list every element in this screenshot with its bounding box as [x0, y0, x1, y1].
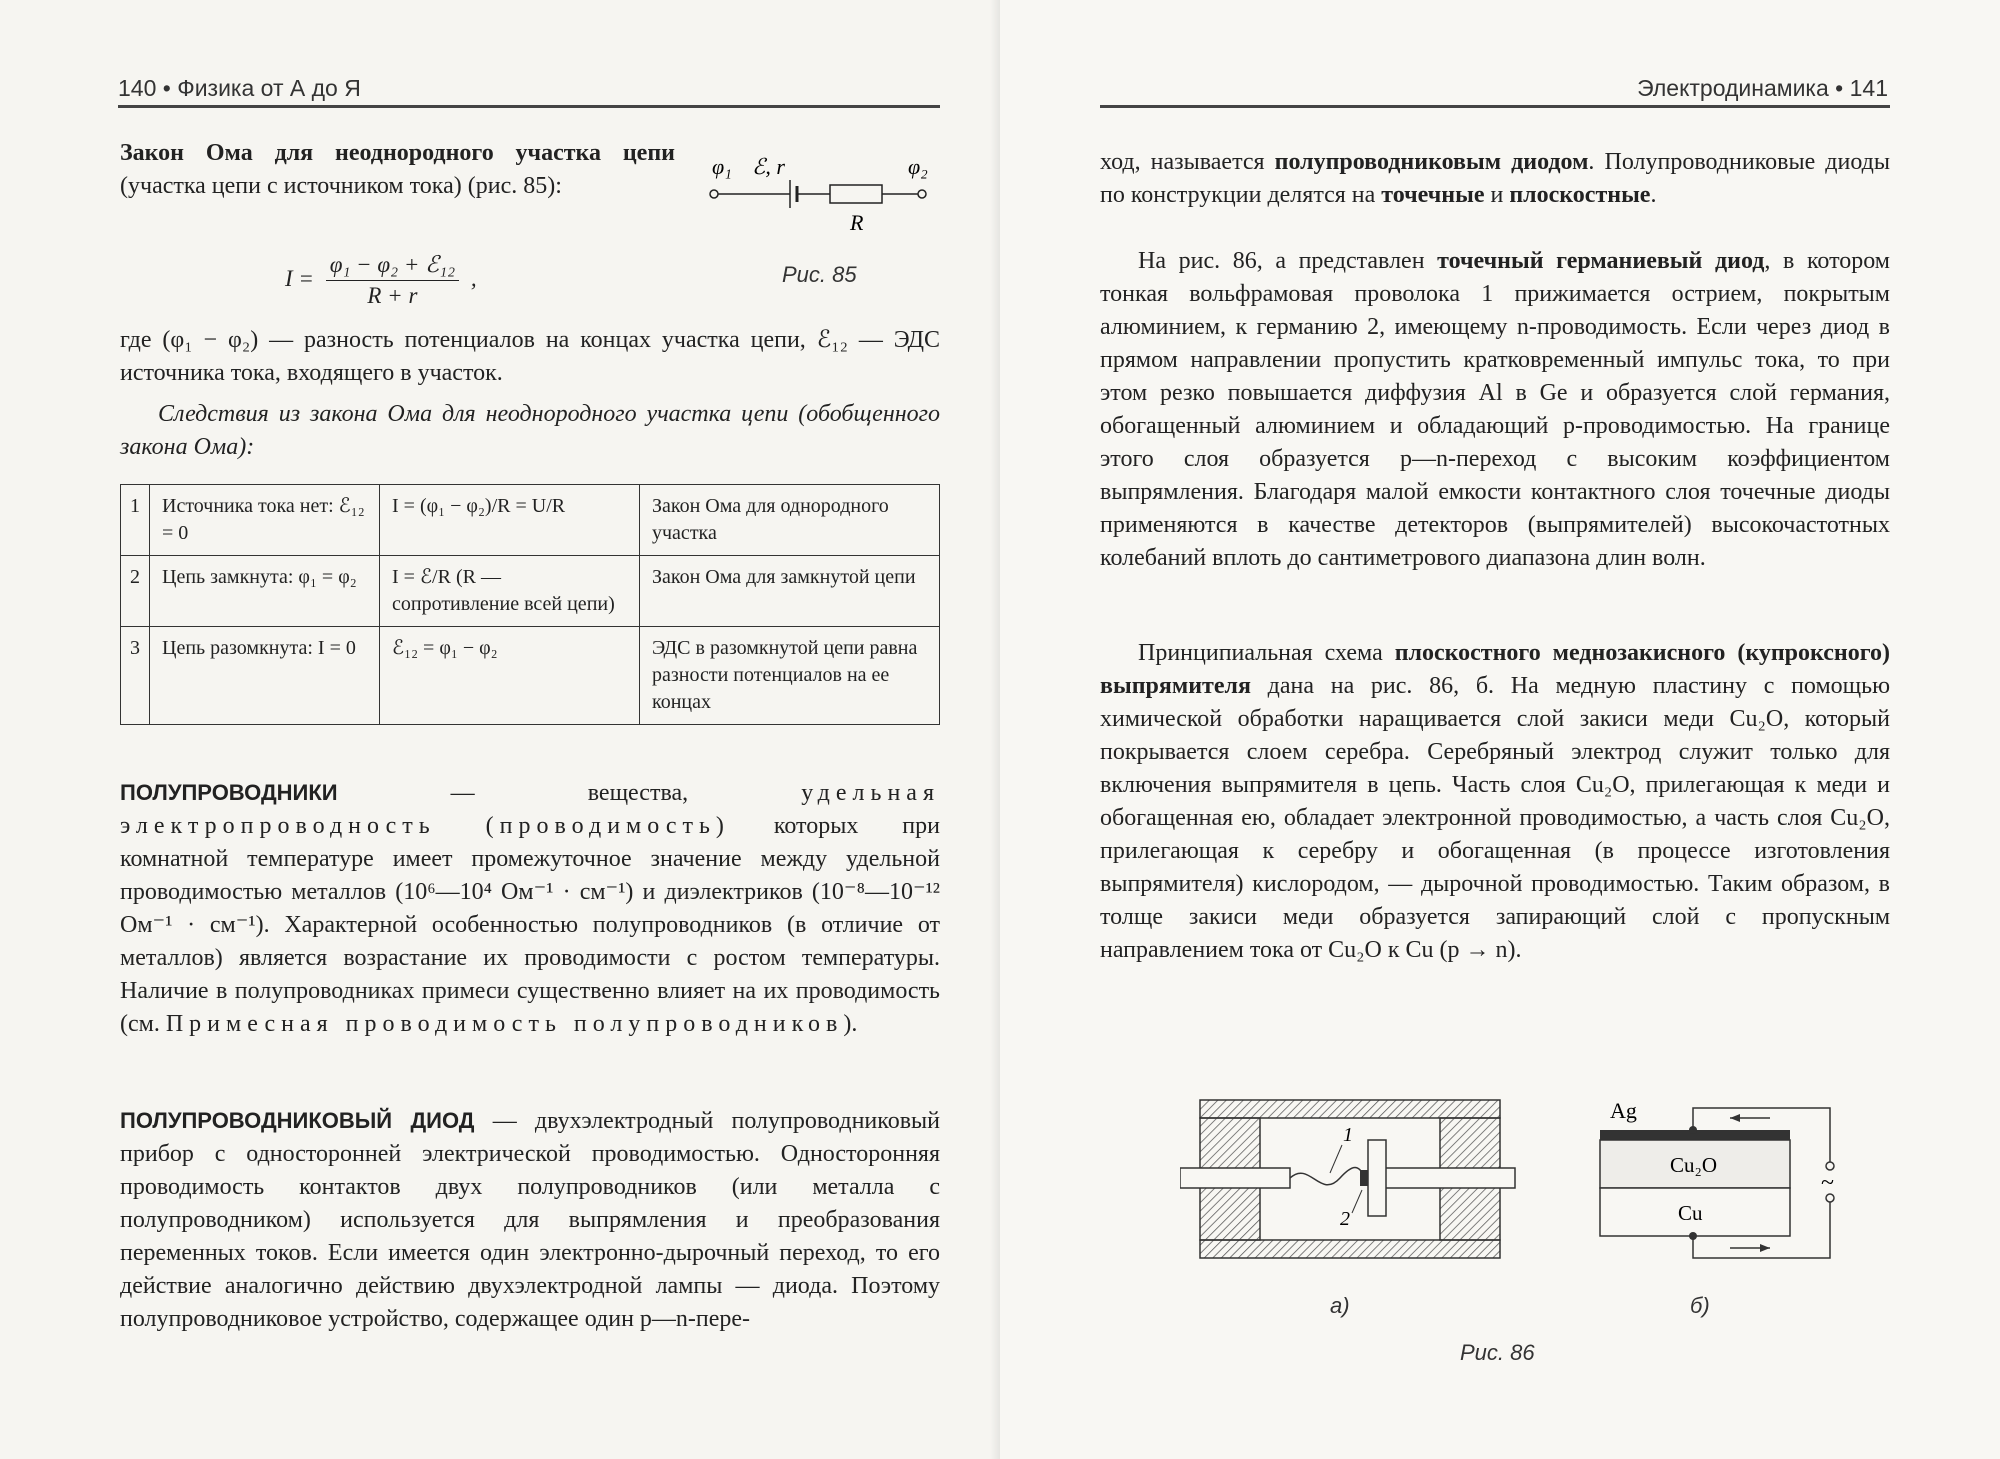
figure-85: [700, 148, 940, 248]
fig86b-cu-label: Cu: [1678, 1201, 1703, 1225]
semiconductors-ref: Примесная проводимость полупроводников: [165, 1011, 844, 1037]
table-cell-formula: I = ℰ/R (R — сопротивление всей цепи): [380, 556, 640, 627]
figure-86b-cuprox-rectifier: [1590, 1090, 1850, 1270]
table-cell-name: ЭДС в разомкнутой цепи равна разности потенциалов на ее концах: [640, 627, 940, 725]
fig86a-label-1: 1: [1343, 1124, 1353, 1146]
diode-paragraph: ПОЛУПРОВОДНИКОВЫЙ ДИОД — двухэлектродный полупроводниковый прибор с односторонней электрической проводимостью. Односторонняя проводимость контактов двух полупроводников (или металла с полупроводником) используется для выпрямления и преобразования переменных токов. Если имеется один электронно-дырочный переход, то его действие аналогично действию двухэлектродной лампы — диода. Поэтому полупроводниковое устройство, содержащее один p—n-пере-: [120, 1108, 940, 1332]
semiconductors-spaced-term: удельная электропроводность (проводимость): [120, 780, 940, 839]
formula-denominator: R + r: [367, 283, 418, 308]
corollary-text: Следствия из закона Ома для неоднородного участка цепи (обобщенного закона Ома):: [120, 401, 940, 460]
right-running-header: Электродинамика • 141: [1637, 75, 1888, 101]
table-cell-formula: ℰ₁₂ = φ₁ − φ₂: [380, 627, 640, 725]
fig86a-label-2: 2: [1340, 1208, 1350, 1230]
ohm-intro: [120, 137, 675, 203]
right-header-rule: [1100, 105, 1890, 108]
table-cell-name: Закон Ома для замкнутой цепи: [640, 556, 940, 627]
right-paragraph-1: ход, называется полупроводниковым диодом. Полупроводниковые диоды по конструкции делятся на точечные и плоскостные.: [1100, 149, 1891, 208]
right-paragraph-2: На рис. 86, а представлен точечный германиевый диод, в котором тонкая вольфрамовая проволока 1 прижимается острием, покрытым алюминием, к германию 2, имеющему n-проводимость. Если через диод в прямом направлении пропустить кратковременный импульс тока, то при этом резко повышается диффузия Al в Ge и образуется слой германия, обогащенный алюминием и обладающий p-проводимостью. На границе этого слоя образуется p—n-переход с высоким коэффициентом выпрямления. Благодаря малой емкости контактного слоя точечные диоды применяются в качестве детекторов (выпрямителей) высокочастотных колебаний вплоть до сантиметрового диапазона длин волн.: [1100, 248, 1890, 571]
table-cell-n: 1: [121, 485, 150, 556]
table-row: [121, 627, 940, 725]
table-cell-name: Закон Ома для однородного участка: [640, 485, 940, 556]
table-cell-n: 2: [121, 556, 150, 627]
fig86a-caption: а): [1330, 1293, 1350, 1318]
table-cell-formula: I = (φ₁ − φ₂)/R = U/R: [380, 485, 640, 556]
figure-86a-point-diode: [1180, 1095, 1520, 1265]
diode-term: ПОЛУПРОВОДНИКОВЫЙ ДИОД: [120, 1108, 475, 1133]
right-page: [1000, 0, 2000, 1459]
ohm-corollary-table: [120, 484, 940, 725]
fig85-resistor-label: R: [850, 210, 864, 235]
ohm-title: Закон Ома для неоднородного участка цепи: [120, 140, 675, 166]
table-row: [121, 556, 940, 627]
where-text: где (φ₁ − φ₂) — разность потенциалов на концах участка цепи, ℰ₁₂ — ЭДС источника тока, входящего в участок.: [120, 327, 940, 386]
table-cell-condition: Цепь замкнута: φ₁ = φ₂: [150, 556, 380, 627]
fig86b-cu2o-label: Cu₂O: [1670, 1153, 1717, 1177]
formula-fraction: [326, 252, 459, 309]
semiconductors-term: ПОЛУПРОВОДНИКИ: [120, 780, 338, 805]
semiconductors-paragraph: ПОЛУПРОВОДНИКИ — вещества, удельная электропроводность (проводимость) которых при комнатной температуре имеет промежуточное значение между удельной проводимостью металлов (10⁶—10⁴ Ом⁻¹ · см⁻¹) и диэлектриков (10⁻⁸—10⁻¹² Ом⁻¹ · см⁻¹). Характерной особенностью полупроводников (в отличие от металлов) является возрастание их проводимости с ростом температуры. Наличие в полупроводниках примеси существенно влияет на их проводимость (см. Примесная проводимость полупроводников).: [120, 780, 940, 1037]
formula-numerator: φ₁ − φ₂ + ℰ₁₂: [326, 252, 459, 281]
fig85-emf: ℰ, r: [752, 154, 785, 179]
left-running-header: 140 • Физика от А до Я: [118, 75, 361, 101]
fig85-phi1: φ₁: [712, 154, 732, 179]
fig86b-ag-label: Ag: [1610, 1098, 1637, 1123]
fig85-phi2: φ₂: [908, 154, 928, 179]
ohm-formula: [285, 252, 477, 309]
table-cell-condition: Источника тока нет: ℰ₁₂ = 0: [150, 485, 380, 556]
table-cell-condition: Цепь разомкнута: I = 0: [150, 627, 380, 725]
formula-comma: ,: [470, 265, 477, 291]
left-header-rule: [118, 105, 940, 108]
ohm-title-rest: (участка цепи с источником тока) (рис. 85):: [120, 173, 562, 199]
fig85-caption: Рис. 85: [782, 262, 857, 287]
right-paragraph-3: Принципиальная схема плоскостного меднозакисного (купроксного) выпрямителя дана на рис. 86, б. На медную пластину с помощью химической обработки наращивается слой закиси меди Cu₂O, который покрывается слоем серебра. Серебряный электрод служит только для включения выпрямителя в цепь. Часть слоя Cu₂O, прилегающая к меди и обогащенная ею, обладает электронной проводимостью, а часть слоя Cu₂O, прилегающая к серебру и обогащенная (в процессе изготовления выпрямителя) кислородом, — дырочной проводимостью. Таким образом, в толще закиси меди образуется запирающий слой с пропускным направлением тока от Cu₂O к Cu (p → n).: [1100, 640, 1891, 963]
fig86b-caption: б): [1690, 1293, 1710, 1318]
fig86-caption: Рис. 86: [1460, 1340, 1535, 1365]
table-row: [121, 485, 940, 556]
table-cell-n: 3: [121, 627, 150, 725]
formula-lhs: I =: [285, 265, 314, 291]
fig86b-ac-symbol: ~: [1821, 1170, 1834, 1196]
